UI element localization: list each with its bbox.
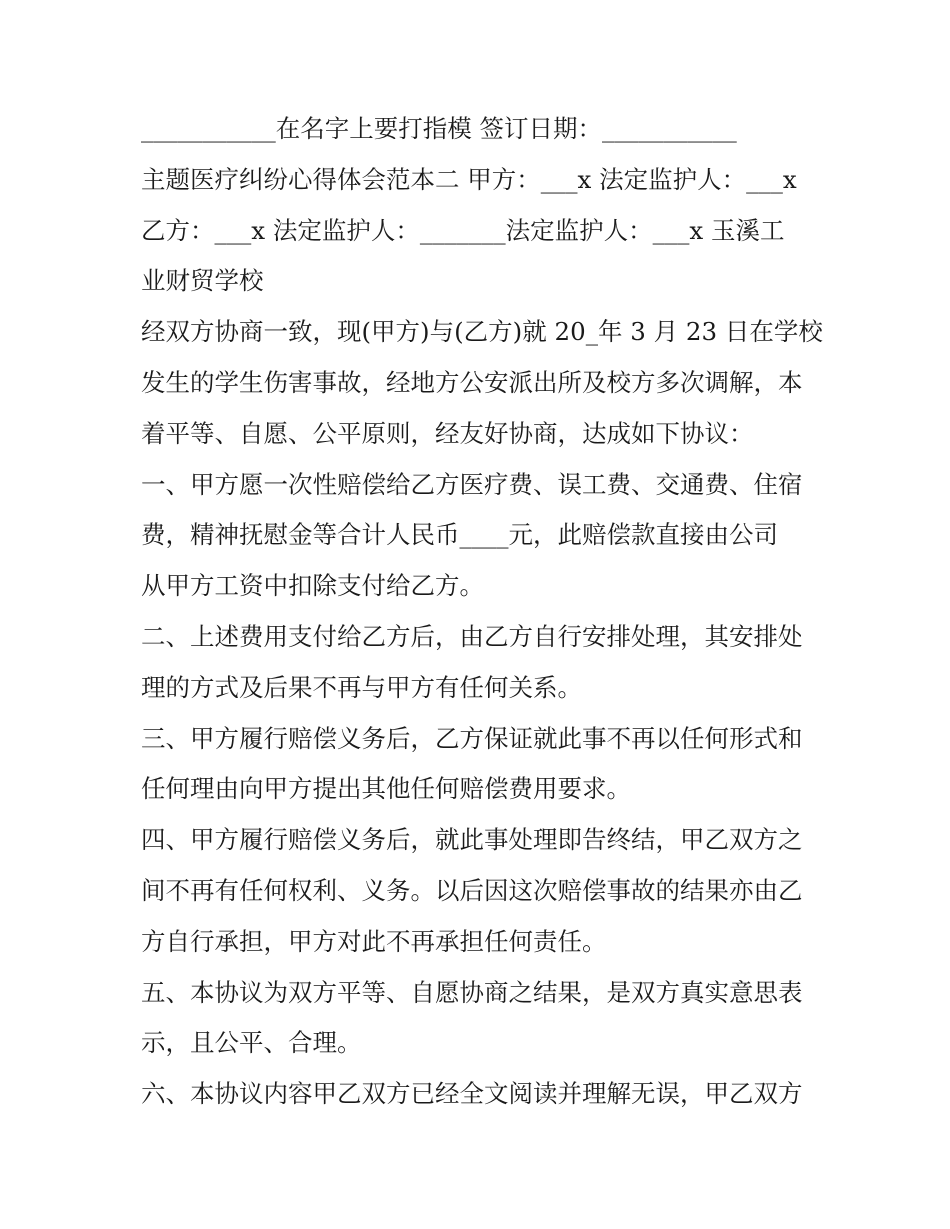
text-line: 四、甲方履行赔偿义务后，就此事处理即告终结，甲乙双方之 — [141, 825, 803, 855]
text-line: 六、本协议内容甲乙双方已经全文阅读并理解无误，甲乙双方 — [141, 1079, 803, 1109]
text-line: 五、本协议为双方平等、自愿协商之结果，是双方真实意思表 — [141, 977, 803, 1007]
text-line: 费，精神抚慰金等合计人民币____元，此赔偿款直接由公司 — [141, 520, 778, 550]
text-line: 二、上述费用支付给乙方后，由乙方自行安排处理，其安排处 — [141, 621, 803, 651]
text-line: 方自行承担，甲方对此不再承担任何责任。 — [141, 926, 607, 956]
text-line: 间不再有任何权利、义务。以后因这次赔偿事故的结果亦由乙 — [141, 875, 803, 905]
text-line: 业财贸学校 — [141, 266, 264, 296]
text-line: 一、甲方愿一次性赔偿给乙方医疗费、误工费、交通费、住宿 — [141, 469, 803, 499]
text-line: 经双方协商一致，现(甲方)与(乙方)就 20_年 3 月 23 日在学校 — [141, 317, 823, 347]
text-line: 着平等、自愿、公平原则，经友好协商，达成如下协议： — [141, 418, 754, 448]
text-line: 任何理由向甲方提出其他任何赔偿费用要求。 — [141, 774, 631, 804]
text-line: 主题医疗纠纷心得体会范本二 甲方：___x 法定监护人：___x — [141, 164, 797, 194]
text-line: 示，且公平、合理。 — [141, 1028, 362, 1058]
text-line: 理的方式及后果不再与甲方有任何关系。 — [141, 672, 582, 702]
text-line: 发生的学生伤害事故，经地方公安派出所及校方多次调解，本 — [141, 367, 803, 397]
text-line: 从甲方工资中扣除支付给乙方。 — [141, 571, 484, 601]
text-line: ___________在名字上要打指模 签订日期：___________ — [141, 114, 737, 143]
document-body — [141, 104, 821, 1120]
text-line: 三、甲方履行赔偿义务后，乙方保证就此事不再以任何形式和 — [141, 723, 803, 753]
text-line: 乙方：___x 法定监护人：_______法定监护人：___x 玉溪工 — [141, 215, 785, 245]
